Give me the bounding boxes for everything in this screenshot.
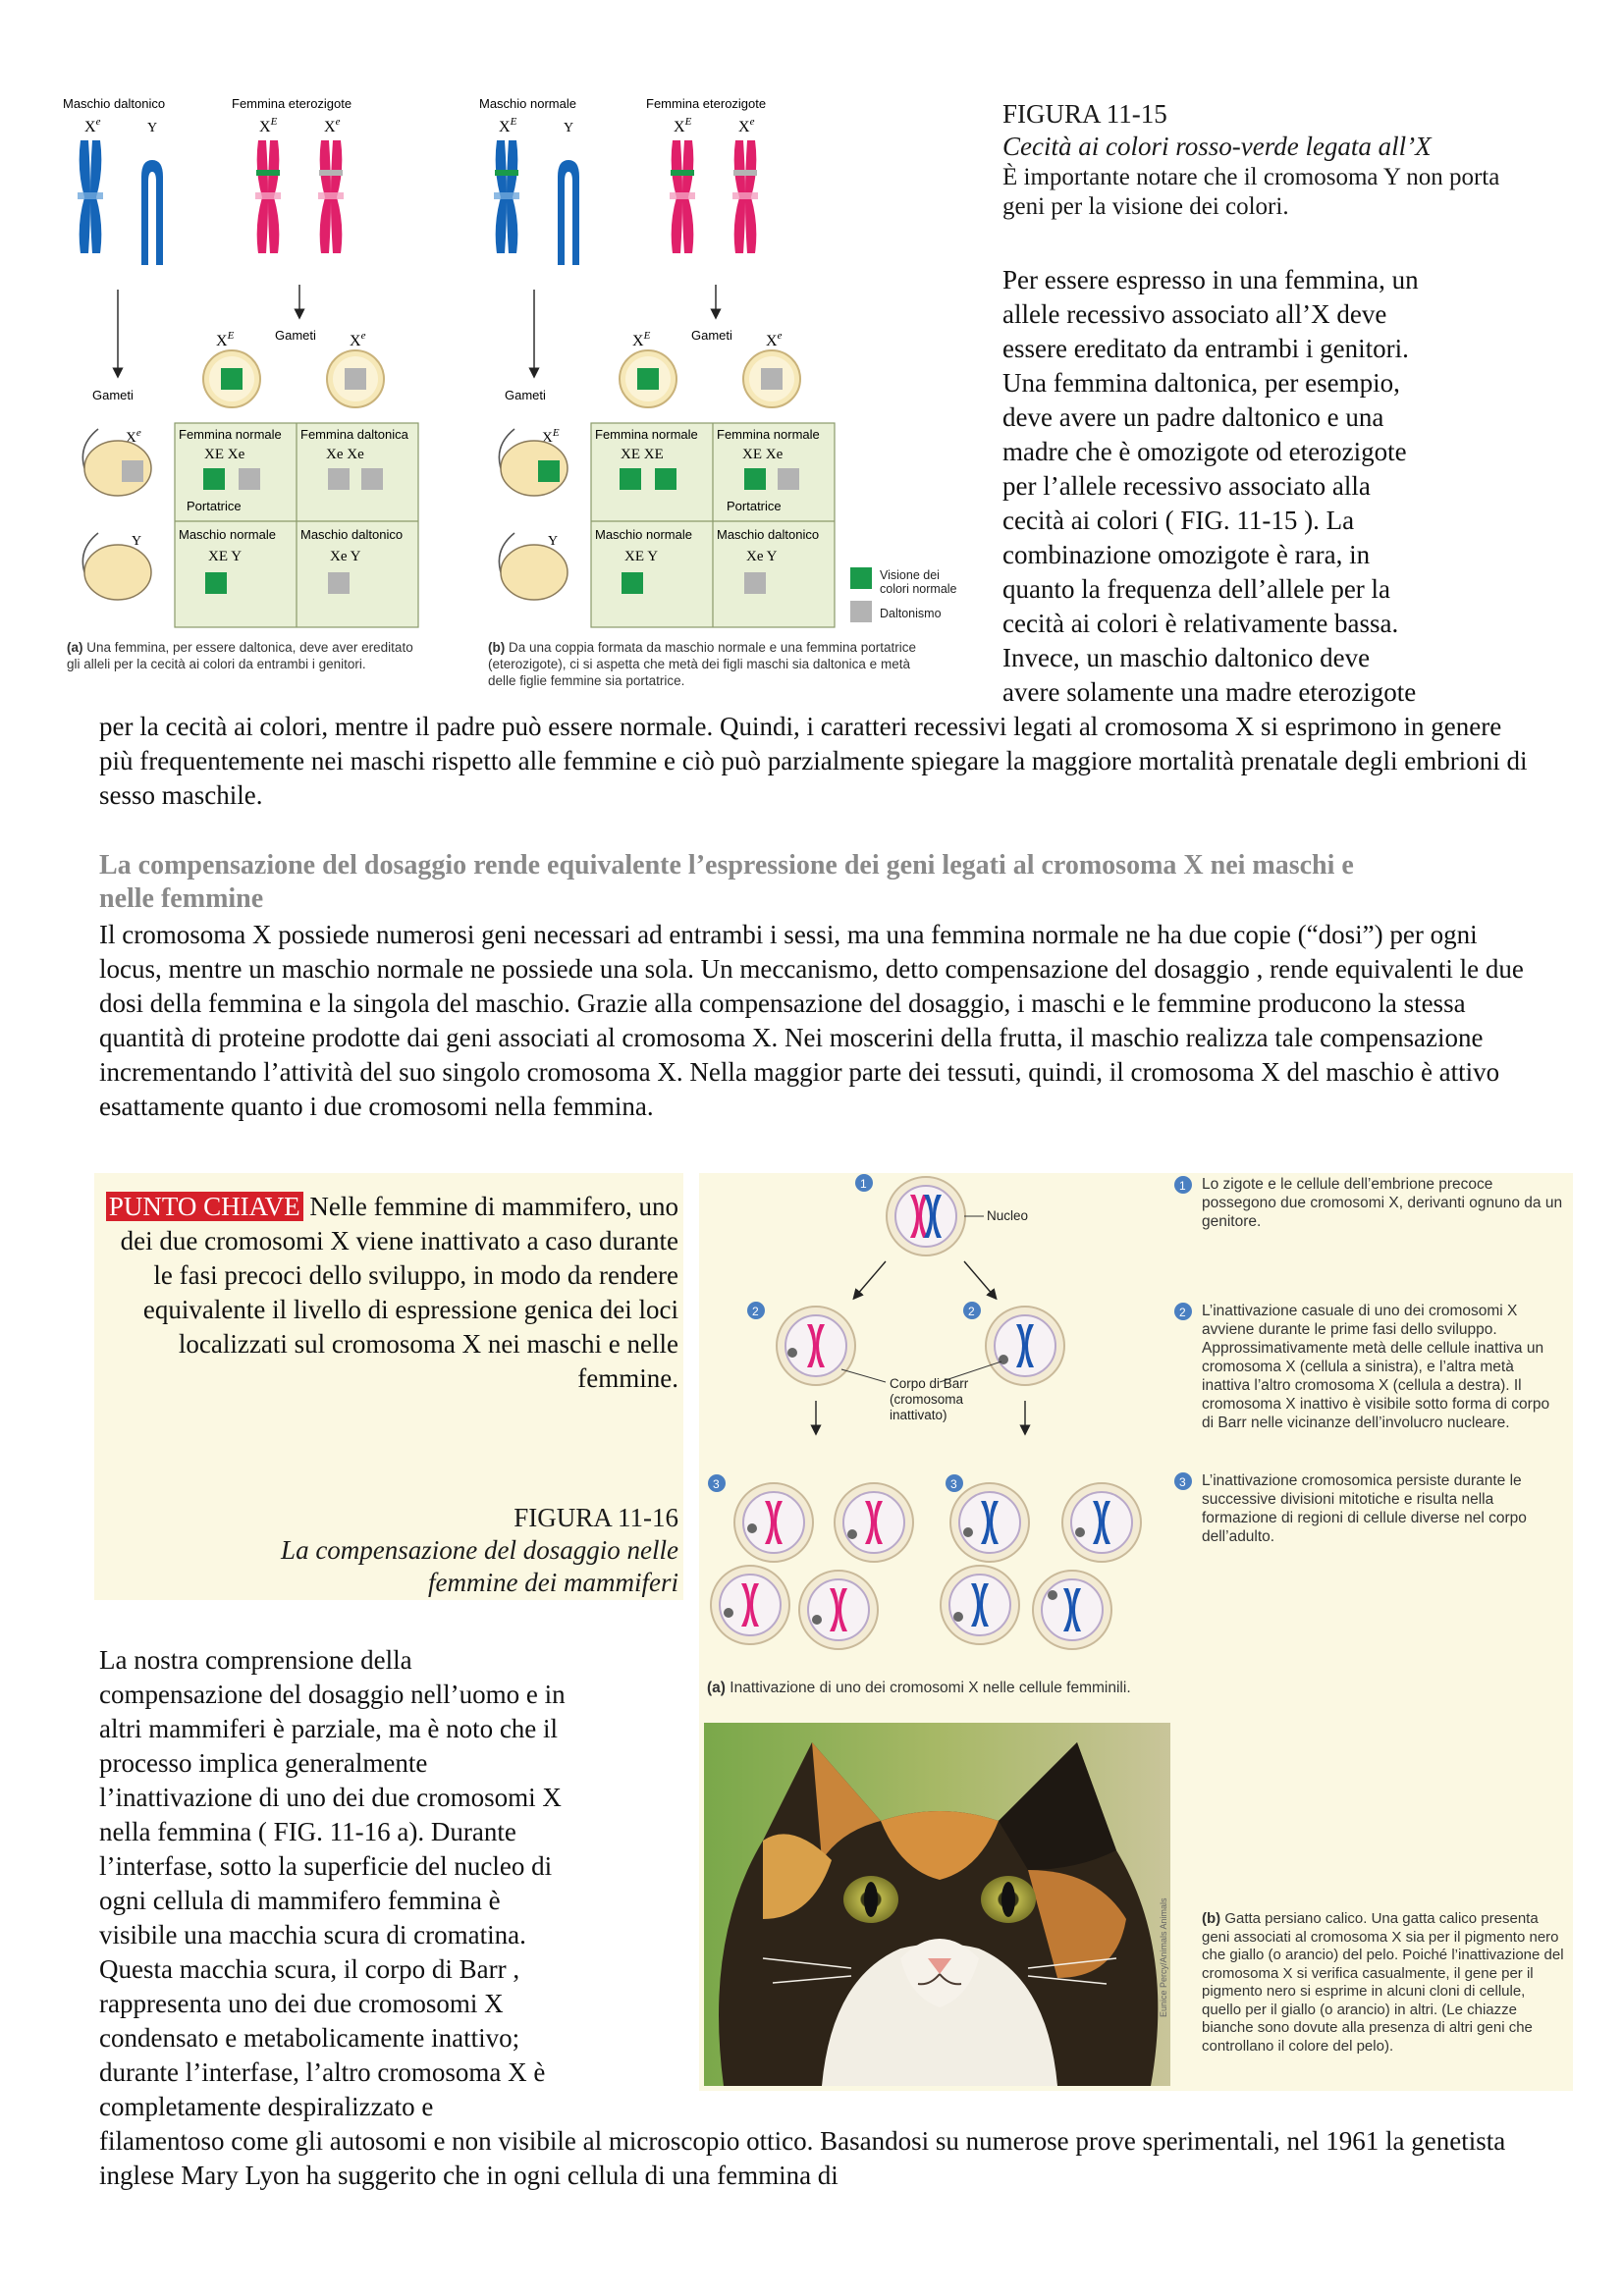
svg-text:2: 2 [1179, 1306, 1186, 1319]
b-gametes-left: Gameti [505, 388, 546, 402]
para1-line: madre che è omozigote od eterozigote [1002, 437, 1407, 466]
b-sperm-y-label: Y [548, 534, 559, 549]
b-cell2-title: Femmina normale [717, 427, 820, 442]
svg-text:Xe: Xe [84, 116, 101, 135]
panel-a-caption: (a) Una femmina, per essere daltonica, deve aver ereditato gli alleli per la cecità ai colori da entrambi i genitori. [67, 640, 413, 671]
b-male-y-chromosome [558, 160, 579, 265]
para3-line: Questa macchia scura, il corpo di Barr , [99, 1954, 520, 1984]
b-cell3-geno: XE Y [624, 549, 659, 564]
svg-text:1: 1 [1179, 1179, 1186, 1193]
para3-line: nella femmina ( FIG. 11-16 a). Durante [99, 1817, 516, 1846]
svg-text:XE: $X^E$ [259, 116, 278, 135]
para3-line: compensazione del dosaggio nell’uomo e in [99, 1680, 566, 1709]
legend-green-swatch [850, 567, 872, 589]
figure-11-16-diagram [699, 1173, 1573, 1693]
paragraph-3-tail: filamentoso come gli autosomi e non visibile al microscopio ottico. Basandosi su numerose prove sperimentali, nel 1961 la genetista inglese Mary Lyon ha suggerito che in ogni cellula di una femmina di [99, 2126, 1506, 2190]
a-cell2-title: Femmina daltonica [300, 427, 408, 442]
section-heading: La compensazione del dosaggio rende equivalente l’espressione dei geni legati al cromosoma X nei maschi e nelle femmine [99, 850, 1354, 914]
figure-11-15-caption-block [1002, 98, 1592, 222]
para1-line: per l’allele recessivo associato alla [1002, 471, 1371, 501]
para3-line: rappresenta uno dei due cromosomi X [99, 1989, 504, 2018]
svg-text:3: 3 [950, 1477, 957, 1491]
figure-11-16-title-2: femmine dei mammiferi [428, 1568, 678, 1597]
legend-green-label: Visione dei colori normale [880, 568, 957, 596]
barr-body-label: Corpo di Barr (cromosoma inattivato) [890, 1376, 969, 1422]
keypoint-label: PUNTO CHIAVE [106, 1192, 303, 1221]
b-cell3-title: Maschio normale [595, 527, 692, 542]
para3-line: condensato e metabolicamente inattivo; [99, 2023, 520, 2053]
figure-11-16-label: FIGURA 11-16 [514, 1503, 678, 1532]
a-female-xrec-chromosome [318, 140, 344, 253]
a-gametes-top: Gameti [275, 328, 316, 343]
para1-line: cecità ai colori è relativamente bassa. [1002, 609, 1399, 638]
photo-credit: Eunice Percy/Animals Animals [1159, 1897, 1168, 2017]
figure-11-16-panel [699, 1173, 1573, 2091]
para1-line: Invece, un maschio daltonico deve [1002, 643, 1371, 672]
panel-b-caption: (b) Da una coppia formata da maschio normale e una femmina portatrice (eterozigote), ci si aspetta che metà dei figli maschi sia daltonica e metà delle figlie femmine sia portatrice. [488, 640, 916, 688]
a-cell3-geno: XE Y [208, 549, 243, 564]
panel-b [479, 96, 835, 627]
paragraph-3-column [99, 1643, 688, 2124]
a-female-xe-chromosome [255, 140, 281, 253]
figure-11-15-title: Cecità ai colori rosso-verde legata all’X [1002, 132, 1432, 161]
svg-text:Xe: Xe [738, 116, 755, 135]
a-cell1-title: Femmina normale [179, 427, 282, 442]
para1-line: cecità ai colori ( FIG. 11-15 ). La [1002, 506, 1355, 535]
svg-text:3: 3 [1179, 1475, 1186, 1489]
paragraph-2: Il cromosoma X possiede numerosi geni necessari ad entrambi i sessi, ma una femmina normale ne ha due copie (“dosi”) per ogni locus, mentre un maschio normale ne possiede una sola. Un meccanismo, detto compensazione del dosaggio , rende equivalenti le due dosi della femmina e la singola del maschio. Grazie alla compensazione del dosaggio, i maschi e le femmine producono la stessa quantità di proteine prodotte dai geni associati al cromosoma X. Nei moscerini della frutta, il maschio realizza tale compensazione incrementando l’attività del suo singolo cromosoma X. Nella maggior parte dei tessuti, quindi, il cromosoma X del maschio è attivo esattamente quanto i due cromosomi nella femmina. [99, 920, 1524, 1121]
a-male-x-chromosome [78, 140, 103, 253]
figure-11-15-label: FIGURA 11-15 [1002, 99, 1167, 129]
a-cell4-geno: Xe Y [330, 549, 361, 564]
a-female-x1: X [259, 119, 271, 135]
b-male-y: Y [564, 121, 574, 135]
paragraph-1-tail: per la cecità ai colori, mentre il padre può essere normale. Quindi, i caratteri recessivi legati al cromosoma X si esprimono in genere più frequentemente nei maschi rispetto alle femmine e ciò può parzialmente spiegare la maggiore mortalità prenatale degli embrioni di sesso maschile. [99, 712, 1528, 810]
figure-11-15-note: È importante notare che il cromosoma Y non porta geni per la visione dei colori. [1002, 164, 1500, 220]
a-cell3-title: Maschio normale [179, 527, 276, 542]
b-female-xrec-chromosome [732, 140, 758, 253]
svg-text:2: 2 [752, 1305, 759, 1318]
svg-text:XE: $X^E$ [632, 330, 651, 349]
svg-text:Xe: Xe [324, 116, 341, 135]
svg-text:XE: $X^E$ [499, 116, 517, 135]
a-cell2-geno: Xe Xe [326, 447, 364, 462]
figure-11-16a-caption: (a) Inattivazione di uno dei cromosomi X nelle cellule femminili. [707, 1680, 1131, 1696]
para1-line: essere ereditato da entrambi i genitori. [1002, 334, 1409, 363]
para3-line: l’interfase, sotto la superficie del nucleo di [99, 1851, 553, 1881]
svg-text:XE: $X^E$ [542, 427, 560, 446]
a-gametes-left: Gameti [92, 388, 134, 402]
figure-11-16-title: La compensazione del dosaggio nelle [281, 1535, 678, 1565]
para3-line: durante l’interfase, l’altro cromosoma X è [99, 2057, 546, 2087]
panel-a-male-label: Maschio daltonico [63, 96, 166, 111]
b-cell4-title: Maschio daltonico [717, 527, 820, 542]
step-3-text: L’inattivazione cromosomica persiste durante le successive divisioni mitotiche e risulta nella formazione di regioni di cellule diverse nel corpo dell’adulto. [1202, 1472, 1527, 1545]
para1-line: allele recessivo associato all’X deve [1002, 299, 1387, 329]
calico-cat-photo [704, 1723, 1170, 2086]
a-cell4-title: Maschio daltonico [300, 527, 404, 542]
panel-b-female-label: Femmina eterozigote [646, 96, 767, 111]
svg-text:XE: $X^E$ [674, 116, 692, 135]
b-cell1-title: Femmina normale [595, 427, 698, 442]
para1-line: quanto la frequenza dell’allele per la [1002, 574, 1391, 604]
figure-11-16b-caption: (b) Gatta persiano calico. Una gatta calico presenta geni associati al cromosoma X sia per il pigmento nero che giallo (o arancio) del pelo. Poiché l’inattivazione del cromosoma X si verifica casualmente, il gene per il pigmento nero si esprime in alcuni cloni di cellule, quello per il giallo (o arancio) in altri. (Le chiazze bianche sono dovute alla presenza di altri geni che controllano il colore del pelo). [1202, 1910, 1564, 2055]
para3-line: visibile una macchia scura di cromatina. [99, 1920, 526, 1949]
zygote-cell [887, 1177, 965, 1255]
para1-line: Una femmina daltonica, per esempio, [1002, 368, 1400, 398]
para1-line: avere solamente una madre eterozigote [1002, 677, 1417, 707]
legend-grey-swatch [850, 601, 872, 622]
a-male-x: X [84, 119, 96, 135]
legend [850, 567, 872, 622]
panel-b-male-label: Maschio normale [479, 96, 576, 111]
b-cell1-geno: XE XE [621, 447, 664, 462]
b-cell4-geno: Xe Y [746, 549, 778, 564]
a-male-y-chromosome [141, 160, 163, 265]
panel-a [63, 96, 418, 627]
panel-a-female-label: Femmina eterozigote [232, 96, 352, 111]
a-female-x2: X [324, 119, 336, 135]
b-cell2-geno: XE Xe [742, 447, 784, 462]
paragraph-1-column [1002, 263, 1592, 710]
svg-text:3: 3 [713, 1477, 720, 1491]
para3-line: processo implica generalmente [99, 1748, 428, 1778]
para3-line: La nostra comprensione della [99, 1645, 412, 1675]
para1-line: combinazione omozigote è rara, in [1002, 540, 1371, 569]
para1-line: Per essere espresso in una femmina, un [1002, 265, 1419, 294]
step-1-text: Lo zigote e le cellule dell’embrione precoce possegono due cromosomi X, derivanti ognuno da un genitore. [1202, 1176, 1563, 1230]
svg-text:1: 1 [860, 1177, 867, 1191]
svg-text:Xe: Xe [350, 330, 366, 349]
keypoint-text: PUNTO CHIAVE Nelle femmine di mammifero, uno dei due cromosomi X viene inattivato a caso durante le fasi precoci dello sviluppo, in modo da rendere equivalente il livello di espressione genica dei loci localizzati sul cromosoma X nei maschi e nelle femmine. [104, 1190, 678, 1396]
a-male-y: Y [147, 121, 158, 135]
para3-line: ogni cellula di mammifero femmina è [99, 1886, 501, 1915]
nucleus-label: Nucleo [987, 1208, 1029, 1223]
b-female-xe-chromosome [670, 140, 695, 253]
a-cell1-sub: Portatrice [187, 499, 242, 513]
para3-line: l’inattivazione di uno dei due cromosomi X [99, 1783, 562, 1812]
svg-text:XE: $X^E$ [216, 330, 235, 349]
legend-grey-label: Daltonismo [880, 607, 942, 620]
a-cell1-geno: XE Xe [204, 447, 245, 462]
b-cell2-sub: Portatrice [727, 499, 782, 513]
figure-11-15-diagram [59, 93, 962, 692]
para1-line: deve avere un padre daltonico e una [1002, 402, 1384, 432]
svg-text:Xe: Xe [766, 330, 783, 349]
svg-text:2: 2 [968, 1305, 975, 1318]
figure-11-16-caption-block [104, 1502, 678, 1599]
b-male-xe-chromosome [494, 140, 519, 253]
a-sperm-y-label: Y [132, 534, 142, 549]
b-gametes-top: Gameti [691, 328, 732, 343]
svg-text:Xe: Xe [126, 427, 141, 446]
step-2-text: L’inattivazione casuale di uno dei cromosomi X avviene durante le prime fasi dello sviluppo. Approssimativamente metà delle cellule inattiva un cromosoma X (cellula a sinistra), e l’altra metà inattiva l’altro cromosoma X (cellula a destra). Il cromosoma X inattivo è visibile sotto forma di corpo di Barr nelle vicinanze dell’involucro nucleare. [1202, 1303, 1550, 1431]
para3-line: altri mammiferi è parziale, ma è noto che il [99, 1714, 559, 1743]
para3-line: completamente despiralizzato e [99, 2092, 434, 2121]
